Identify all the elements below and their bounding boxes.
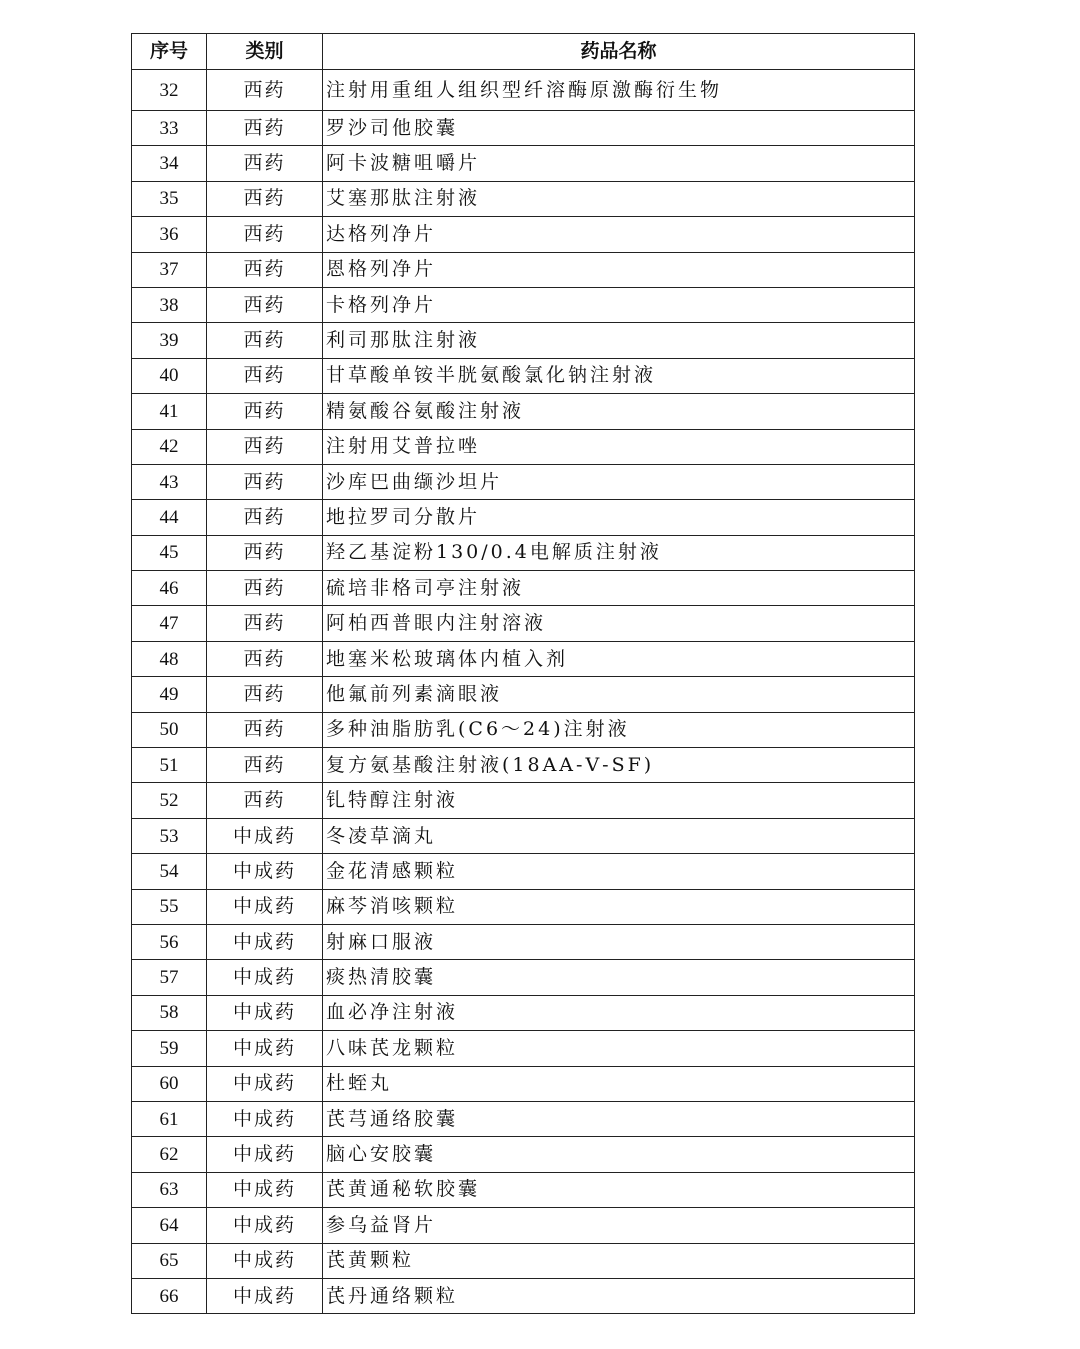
- category-cell: 西药: [207, 712, 323, 747]
- drug-name-cell: 参乌益肾片: [323, 1208, 915, 1243]
- category-cell: 西药: [207, 748, 323, 783]
- drug-name-cell: 钆特醇注射液: [323, 783, 915, 818]
- table-row: [132, 748, 915, 783]
- drug-name-cell: 血必净注射液: [323, 995, 915, 1030]
- serial-number-cell: 50: [132, 712, 207, 747]
- category-cell: 西药: [207, 606, 323, 641]
- category-cell: 中成药: [207, 995, 323, 1030]
- table-row: [132, 1137, 915, 1172]
- table-row: [132, 1172, 915, 1207]
- table-row: [132, 960, 915, 995]
- table-row: [132, 1066, 915, 1101]
- drug-name-cell: 地拉罗司分散片: [323, 500, 915, 535]
- table-row: [132, 1243, 915, 1278]
- drug-name-cell: 精氨酸谷氨酸注射液: [323, 394, 915, 429]
- table-row: [132, 146, 915, 181]
- category-cell: 西药: [207, 464, 323, 499]
- serial-number-cell: 55: [132, 889, 207, 924]
- header-drug-name: 药品名称: [323, 34, 915, 70]
- category-cell: 西药: [207, 783, 323, 818]
- drug-name-cell: 硫培非格司亭注射液: [323, 571, 915, 606]
- table-row: [132, 111, 915, 146]
- table-row: [132, 323, 915, 358]
- category-cell: 西药: [207, 641, 323, 676]
- table-row: [132, 854, 915, 889]
- category-cell: 中成药: [207, 1031, 323, 1066]
- serial-number-cell: 35: [132, 181, 207, 216]
- serial-number-cell: 39: [132, 323, 207, 358]
- table-row: [132, 394, 915, 429]
- drug-name-cell: 多种油脂肪乳(C6～24)注射液: [323, 712, 915, 747]
- serial-number-cell: 47: [132, 606, 207, 641]
- drug-name-cell: 芪黄颗粒: [323, 1243, 915, 1278]
- drug-name-cell: 复方氨基酸注射液(18AA-Ⅴ-SF): [323, 748, 915, 783]
- table-row: [132, 783, 915, 818]
- table-row: [132, 252, 915, 287]
- serial-number-cell: 45: [132, 535, 207, 570]
- serial-number-cell: 42: [132, 429, 207, 464]
- category-cell: 中成药: [207, 1137, 323, 1172]
- table-row: [132, 429, 915, 464]
- table-row: [132, 571, 915, 606]
- category-cell: 西药: [207, 500, 323, 535]
- table-row: [132, 1031, 915, 1066]
- table-row: [132, 217, 915, 252]
- drug-name-cell: 麻芩消咳颗粒: [323, 889, 915, 924]
- category-cell: 西药: [207, 146, 323, 181]
- category-cell: 中成药: [207, 1101, 323, 1136]
- drug-name-cell: 达格列净片: [323, 217, 915, 252]
- category-cell: 西药: [207, 70, 323, 111]
- drug-name-cell: 卡格列净片: [323, 287, 915, 322]
- drug-table: [131, 33, 915, 1314]
- category-cell: 中成药: [207, 854, 323, 889]
- category-cell: 西药: [207, 535, 323, 570]
- category-cell: 西药: [207, 111, 323, 146]
- table-row: [132, 995, 915, 1030]
- serial-number-cell: 53: [132, 818, 207, 853]
- drug-name-cell: 利司那肽注射液: [323, 323, 915, 358]
- drug-name-cell: 芪丹通络颗粒: [323, 1278, 915, 1313]
- table-body: [132, 70, 915, 1314]
- drug-name-cell: 沙库巴曲缬沙坦片: [323, 464, 915, 499]
- drug-name-cell: 他氟前列素滴眼液: [323, 677, 915, 712]
- table-row: [132, 500, 915, 535]
- header-category: 类别: [207, 34, 323, 70]
- drug-name-cell: 芪芎通络胶囊: [323, 1101, 915, 1136]
- serial-number-cell: 60: [132, 1066, 207, 1101]
- drug-name-cell: 罗沙司他胶囊: [323, 111, 915, 146]
- category-cell: 中成药: [207, 1243, 323, 1278]
- category-cell: 西药: [207, 394, 323, 429]
- serial-number-cell: 58: [132, 995, 207, 1030]
- serial-number-cell: 49: [132, 677, 207, 712]
- table-row: [132, 181, 915, 216]
- category-cell: 西药: [207, 217, 323, 252]
- drug-name-cell: 注射用重组人组织型纤溶酶原激酶衍生物: [323, 70, 915, 111]
- category-cell: 中成药: [207, 960, 323, 995]
- category-cell: 中成药: [207, 889, 323, 924]
- table-row: [132, 924, 915, 959]
- drug-name-cell: 艾塞那肽注射液: [323, 181, 915, 216]
- serial-number-cell: 54: [132, 854, 207, 889]
- table-header: [132, 34, 915, 70]
- table-row: [132, 818, 915, 853]
- table-row: [132, 889, 915, 924]
- table-row: [132, 464, 915, 499]
- category-cell: 西药: [207, 571, 323, 606]
- serial-number-cell: 46: [132, 571, 207, 606]
- drug-name-cell: 脑心安胶囊: [323, 1137, 915, 1172]
- category-cell: 西药: [207, 358, 323, 393]
- table-row: [132, 712, 915, 747]
- serial-number-cell: 48: [132, 641, 207, 676]
- serial-number-cell: 65: [132, 1243, 207, 1278]
- category-cell: 西药: [207, 677, 323, 712]
- category-cell: 中成药: [207, 818, 323, 853]
- drug-name-cell: 杜蛭丸: [323, 1066, 915, 1101]
- table-row: [132, 1101, 915, 1136]
- table-row: [132, 1278, 915, 1313]
- category-cell: 中成药: [207, 1208, 323, 1243]
- serial-number-cell: 43: [132, 464, 207, 499]
- serial-number-cell: 51: [132, 748, 207, 783]
- category-cell: 西药: [207, 252, 323, 287]
- drug-list-sheet: [131, 33, 914, 1314]
- serial-number-cell: 32: [132, 70, 207, 111]
- serial-number-cell: 66: [132, 1278, 207, 1313]
- table-row: [132, 535, 915, 570]
- drug-name-cell: 痰热清胶囊: [323, 960, 915, 995]
- serial-number-cell: 61: [132, 1101, 207, 1136]
- serial-number-cell: 62: [132, 1137, 207, 1172]
- category-cell: 西药: [207, 181, 323, 216]
- serial-number-cell: 56: [132, 924, 207, 959]
- drug-name-cell: 金花清感颗粒: [323, 854, 915, 889]
- serial-number-cell: 44: [132, 500, 207, 535]
- serial-number-cell: 40: [132, 358, 207, 393]
- header-row: [132, 34, 915, 70]
- drug-name-cell: 注射用艾普拉唑: [323, 429, 915, 464]
- serial-number-cell: 59: [132, 1031, 207, 1066]
- drug-name-cell: 阿柏西普眼内注射溶液: [323, 606, 915, 641]
- serial-number-cell: 34: [132, 146, 207, 181]
- serial-number-cell: 38: [132, 287, 207, 322]
- drug-name-cell: 甘草酸单铵半胱氨酸氯化钠注射液: [323, 358, 915, 393]
- serial-number-cell: 63: [132, 1172, 207, 1207]
- category-cell: 西药: [207, 323, 323, 358]
- drug-name-cell: 射麻口服液: [323, 924, 915, 959]
- category-cell: 中成药: [207, 1172, 323, 1207]
- drug-name-cell: 八味芪龙颗粒: [323, 1031, 915, 1066]
- category-cell: 中成药: [207, 924, 323, 959]
- category-cell: 中成药: [207, 1066, 323, 1101]
- table-row: [132, 358, 915, 393]
- serial-number-cell: 52: [132, 783, 207, 818]
- table-row: [132, 606, 915, 641]
- drug-name-cell: 冬凌草滴丸: [323, 818, 915, 853]
- table-row: [132, 677, 915, 712]
- serial-number-cell: 41: [132, 394, 207, 429]
- serial-number-cell: 64: [132, 1208, 207, 1243]
- serial-number-cell: 57: [132, 960, 207, 995]
- drug-name-cell: 芪黄通秘软胶囊: [323, 1172, 915, 1207]
- drug-name-cell: 阿卡波糖咀嚼片: [323, 146, 915, 181]
- serial-number-cell: 37: [132, 252, 207, 287]
- category-cell: 中成药: [207, 1278, 323, 1313]
- category-cell: 西药: [207, 287, 323, 322]
- drug-name-cell: 恩格列净片: [323, 252, 915, 287]
- table-row: [132, 1208, 915, 1243]
- serial-number-cell: 36: [132, 217, 207, 252]
- header-serial-number: 序号: [132, 34, 207, 70]
- table-row: [132, 641, 915, 676]
- category-cell: 西药: [207, 429, 323, 464]
- table-row: [132, 70, 915, 111]
- drug-name-cell: 羟乙基淀粉130/0.4电解质注射液: [323, 535, 915, 570]
- serial-number-cell: 33: [132, 111, 207, 146]
- drug-name-cell: 地塞米松玻璃体内植入剂: [323, 641, 915, 676]
- table-row: [132, 287, 915, 322]
